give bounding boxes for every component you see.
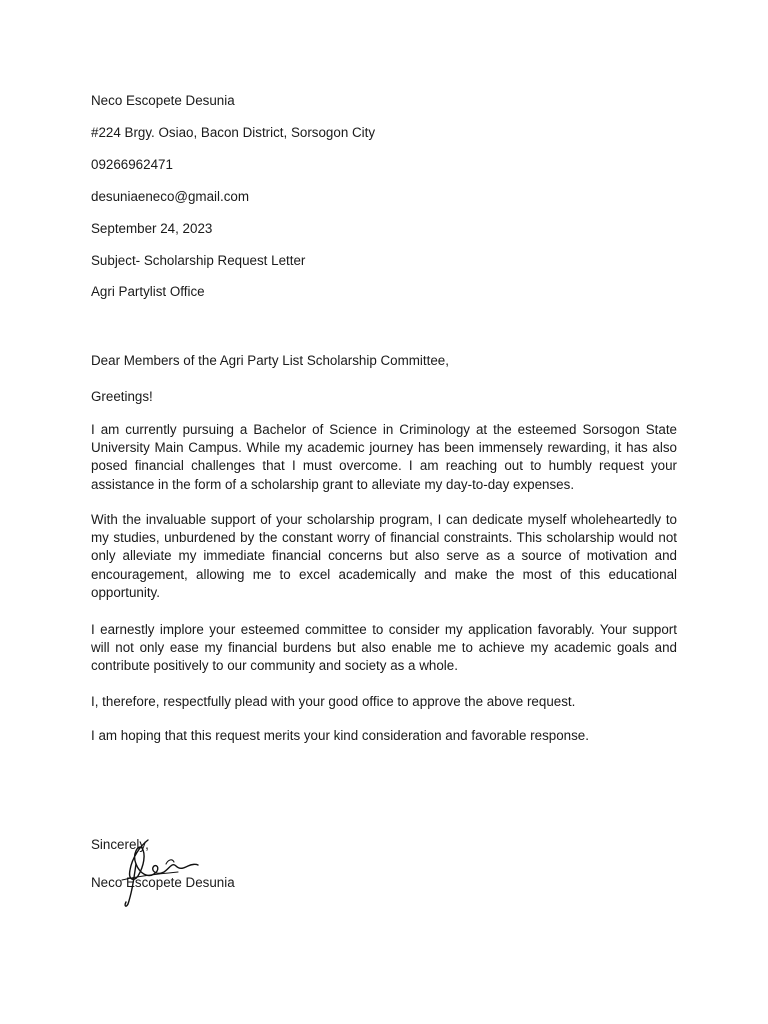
recipient: Agri Partylist Office	[91, 284, 205, 299]
signatory-name: Neco Escopete Desunia	[91, 875, 235, 890]
closing: Sincerely,	[91, 837, 149, 852]
body-paragraph-2: With the invaluable support of your scholarship program, I can dedicate myself wholeheartedly to my studies, unburdened by the constant worry of financial constraints. This scholarship would not only alleviate my immediate financial concerns but also serve as a source of motivation and encouragement, allowing me to excel academically and make the most of this educational opportunity.	[91, 512, 677, 600]
sender-phone: 09266962471	[91, 157, 173, 172]
sender-address: #224 Brgy. Osiao, Bacon District, Sorsogon City	[91, 125, 376, 140]
handwritten-signature	[118, 836, 200, 910]
sender-email: desuniaeneco@gmail.com	[91, 189, 250, 204]
letter-date: September 24, 2023	[91, 221, 213, 236]
body-paragraph-1: I am currently pursuing a Bachelor of Science in Criminology at the esteemed Sorsogon State University Main Campus. While my academic journey has been immensely rewarding, it has also posed financial challenges that I must overcome. I am reaching out to humbly request your assistance in the form of a scholarship grant to alleviate my day-to-day expenses.	[91, 422, 677, 492]
body-paragraph-3: I earnestly implore your esteemed committee to consider my application favorably. Your support will not only ease my financial burdens but also enable me to achieve my academic goals and contribute positively to our community and society as a whole.	[91, 622, 677, 674]
body-paragraph-4: I, therefore, respectfully plead with your good office to approve the above request.	[91, 694, 576, 709]
salutation: Dear Members of the Agri Party List Scholarship Committee,	[91, 353, 449, 368]
letter-subject: Subject- Scholarship Request Letter	[91, 253, 306, 268]
body-paragraph-5: I am hoping that this request merits your kind consideration and favorable response.	[91, 728, 589, 743]
greeting: Greetings!	[91, 389, 153, 404]
sender-name: Neco Escopete Desunia	[91, 93, 235, 108]
